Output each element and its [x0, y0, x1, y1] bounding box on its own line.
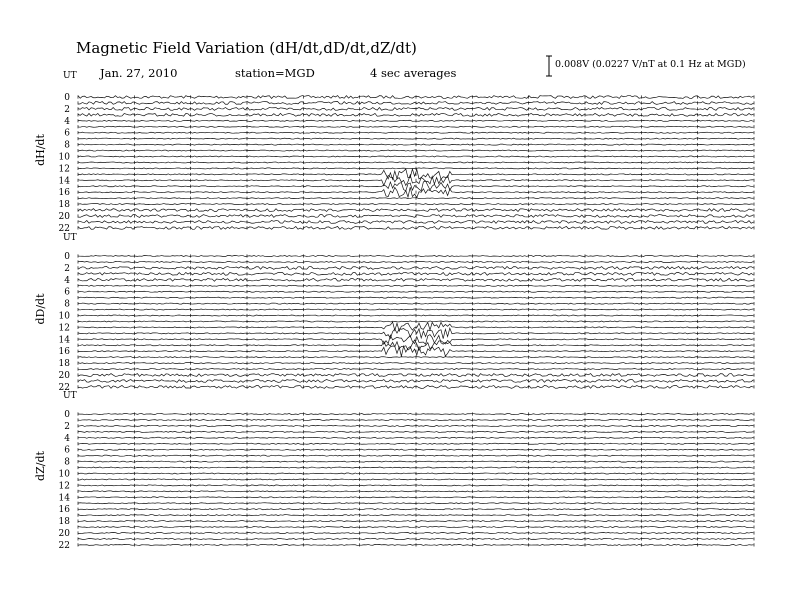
- row-label: 12: [58, 481, 70, 492]
- row-label: 0: [64, 410, 70, 420]
- scale-bar: [546, 56, 552, 76]
- y-axis-label: dD/dt: [34, 293, 47, 325]
- row-label: 18: [58, 359, 70, 370]
- scale-bar-label: 0.008V (0.0227 V/nT at 0.1 Hz at MGD): [555, 59, 746, 70]
- averaging-label: 4 sec averages: [370, 66, 457, 80]
- row-label: 10: [58, 469, 70, 480]
- row-label: 20: [58, 529, 70, 539]
- row-label: 16: [58, 505, 70, 516]
- row-label: 12: [58, 323, 70, 334]
- row-label: 4: [64, 116, 70, 127]
- row-label: 2: [64, 263, 70, 274]
- row-label: 4: [64, 275, 70, 286]
- row-label: 22: [58, 540, 70, 551]
- row-label: 20: [58, 212, 70, 222]
- date-label: Jan. 27, 2010: [100, 66, 178, 80]
- row-label: 8: [64, 140, 70, 151]
- row-label: 4: [64, 433, 70, 444]
- row-label: 14: [58, 176, 70, 187]
- row-label: 20: [58, 371, 70, 381]
- ut-axis-label: UT: [63, 233, 77, 243]
- row-label: 8: [64, 299, 70, 310]
- row-label: 22: [58, 382, 70, 393]
- row-label: 10: [58, 152, 70, 163]
- figure-title: Magnetic Field Variation (dH/dt,dD/dt,dZ/dt): [76, 39, 417, 57]
- row-label: 16: [58, 347, 70, 358]
- row-label: 2: [64, 421, 70, 432]
- station-label: station=MGD: [235, 66, 315, 80]
- row-label: 22: [58, 223, 70, 234]
- row-label: 0: [64, 252, 70, 262]
- row-label: 18: [58, 200, 70, 211]
- ut-axis-label: UT: [63, 391, 77, 401]
- row-label: 16: [58, 188, 70, 199]
- row-label: 10: [58, 311, 70, 322]
- row-label: 8: [64, 457, 70, 468]
- row-label: 6: [64, 287, 70, 298]
- row-label: 0: [64, 93, 70, 103]
- row-label: 2: [64, 104, 70, 115]
- row-label: 18: [58, 517, 70, 528]
- row-label: 14: [58, 493, 70, 504]
- y-axis-label: dH/dt: [34, 134, 47, 166]
- row-label: 6: [64, 128, 70, 139]
- row-label: 12: [58, 164, 70, 175]
- row-label: 6: [64, 445, 70, 456]
- y-axis-label: dZ/dt: [34, 451, 47, 481]
- row-label: 14: [58, 335, 70, 346]
- ut-axis-label: UT: [63, 71, 77, 81]
